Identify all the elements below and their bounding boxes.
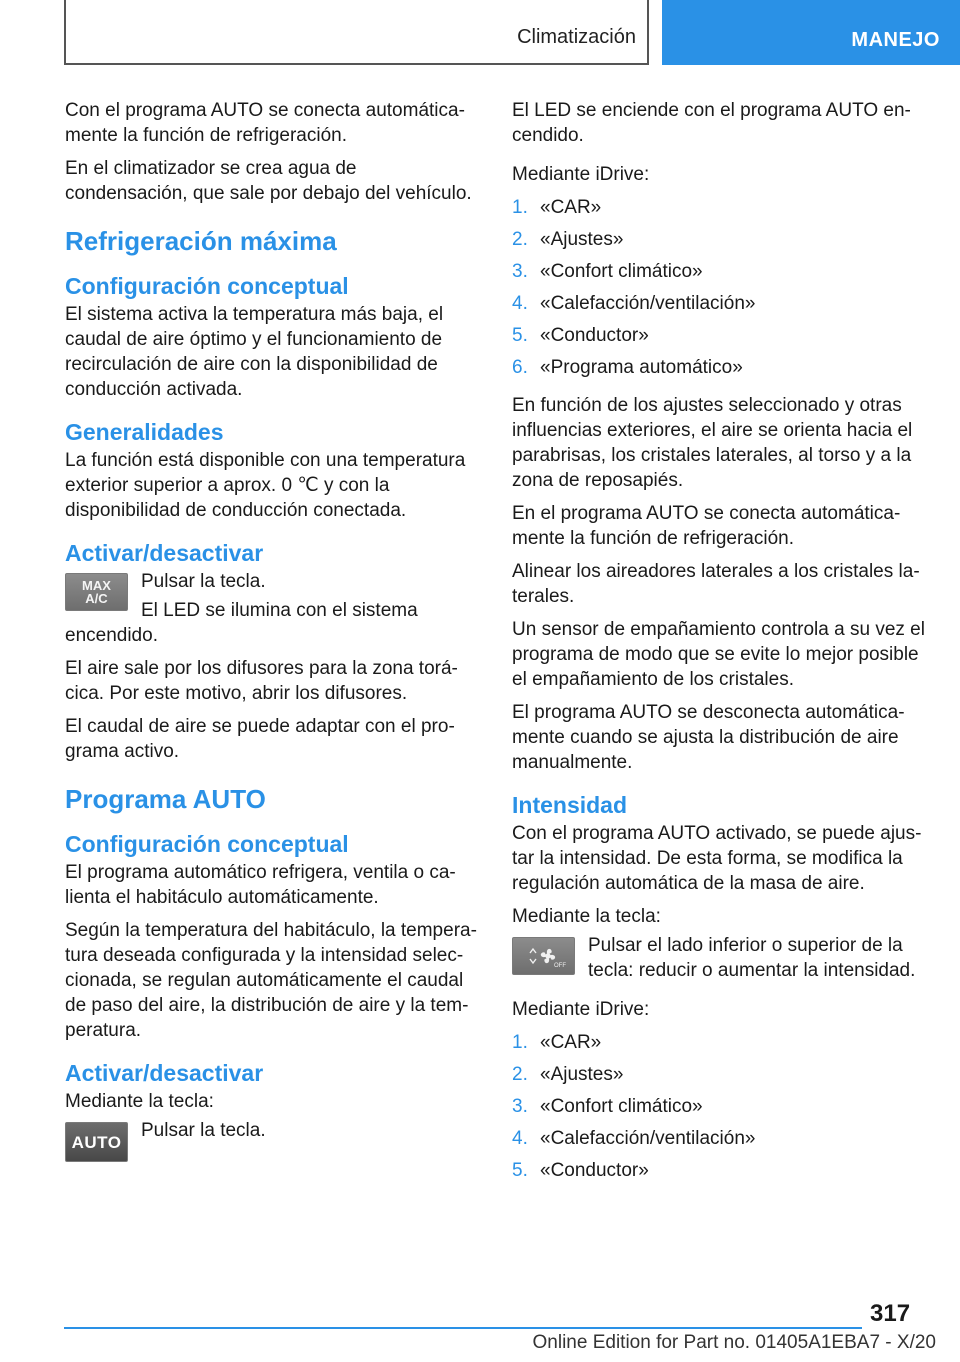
list-item: 1. «CAR»: [512, 197, 602, 218]
fan-intensity-key-icon: [512, 937, 575, 975]
list-item: 2. «Ajustes»: [512, 1064, 624, 1085]
max-ac-key-icon: [65, 573, 128, 611]
max-ac-key-line2: A/C: [85, 591, 108, 606]
paragraph: Un sensor de empañamiento controla a su vez el programa de modo que se evite lo mejor posible el empañamiento de los cristales.: [512, 619, 925, 690]
list-item: 3. «Confort climático»: [512, 261, 703, 282]
list-item: 2. «Ajustes»: [512, 229, 624, 250]
auto-key-icon: AUTO: [65, 1122, 128, 1162]
section-title: Climatización: [517, 26, 636, 48]
list-item: 5. «Conductor»: [512, 325, 649, 346]
heading-refrigeracion-maxima: Refrigeración máxima: [65, 226, 337, 256]
heading-activar-desactivar: Activar/desactivar: [65, 1060, 264, 1086]
list-item: 5. «Conductor»: [512, 1160, 649, 1181]
paragraph: El aire sale por los difusores para la zona torácica. Por este motivo, abrir los difusores.: [65, 658, 458, 704]
heading-activar-desactivar: Activar/desactivar: [65, 540, 264, 566]
idrive-label: Mediante iDrive:: [512, 164, 650, 185]
paragraph: El LED se enciende con el programa AUTO encendido.: [512, 100, 911, 146]
list-item: 3. «Confort climático»: [512, 1096, 703, 1117]
paragraph: En el programa AUTO se conecta automáticamente la función de refrigeración.: [512, 503, 901, 549]
left-column: [65, 98, 477, 1166]
svg-text:OFF: OFF: [553, 963, 566, 969]
idrive-steps-list: [512, 1030, 927, 1190]
paragraph: Mediante la tecla:: [65, 1091, 214, 1112]
paragraph: Según la temperatura del habitáculo, la temperatura deseada configurada y la intensidad seleccionada, se regulan automáticamente el caudal de paso del aire, la distribución de aire y la temperatura.: [65, 920, 477, 1041]
paragraph: El programa AUTO se desconecta automáticamente cuando se ajusta la distribución de aire manualmente.: [512, 702, 905, 773]
paragraph: Alinear los aireadores laterales a los cristales laterales.: [512, 561, 920, 607]
fan-icon: [524, 943, 564, 969]
list-item: 1. «CAR»: [512, 1032, 602, 1053]
idrive-label: Mediante iDrive:: [512, 999, 650, 1020]
heading-configuracion-conceptual: Configuración conceptual: [65, 273, 349, 299]
max-ac-key-line1: MAX: [82, 578, 111, 593]
paragraph: El caudal de aire se puede adaptar con el programa activo.: [65, 716, 455, 762]
paragraph: La función está disponible con una temperatura exterior superior a aprox. 0 ℃ y con la disponibilidad de conducción conectada.: [65, 450, 466, 521]
paragraph: Pulsar el lado inferior o superior de la tecla: reducir o aumentar la intensidad.: [588, 935, 916, 981]
paragraph: El LED se ilumina con el sistema encendido.: [65, 600, 418, 646]
heading-programa-auto: Programa AUTO: [65, 784, 266, 814]
key-instruction-max-ac: [65, 569, 477, 648]
chapter-tab-label: MANEJO: [851, 29, 940, 51]
paragraph: Con el programa AUTO activado, se puede ajustar la intensidad. De esta forma, se modifica la regulación automática de la masa de aire.: [512, 823, 922, 894]
paragraph: Mediante la tecla:: [512, 906, 661, 927]
footer-divider: [64, 1327, 862, 1329]
heading-generalidades: Generalidades: [65, 419, 224, 445]
right-column: [512, 98, 927, 1196]
key-instruction-fan-intensity: [512, 933, 927, 983]
paragraph: En función de los ajustes seleccionado y otras influencias exteriores, el aire se orienta hacia el parabrisas, los cristales laterales, al torso y a la zona de reposapiés.: [512, 395, 913, 491]
paragraph: Pulsar la tecla.: [141, 571, 266, 592]
paragraph: El sistema activa la temperatura más baja, el caudal de aire óptimo y el funcionamiento de recirculación de aire con la disponibilidad de conducción activada.: [65, 304, 444, 400]
paragraph: El programa automático refrigera, ventila o calienta el habitáculo automáticamente.: [65, 862, 456, 908]
list-item: 4. «Calefacción/ventilación»: [512, 293, 756, 314]
idrive-steps-list: [512, 195, 927, 387]
heading-intensidad: Intensidad: [512, 792, 628, 818]
footer-edition: Online Edition for Part no. 01405A1EBA7 - X/20: [532, 1332, 936, 1353]
paragraph: Pulsar la tecla.: [141, 1120, 266, 1141]
heading-configuracion-conceptual: Configuración conceptual: [65, 831, 349, 857]
key-instruction-auto: [65, 1118, 477, 1152]
list-item: 4. «Calefacción/ventilación»: [512, 1128, 756, 1149]
paragraph: En el climatizador se crea agua de condensación, que sale por debajo del vehículo.: [65, 158, 472, 204]
page-number: 317: [870, 1300, 911, 1327]
list-item: 6. «Programa automático»: [512, 357, 743, 378]
paragraph: Con el programa AUTO se conecta automáticamente la función de refrigeración.: [65, 100, 465, 146]
